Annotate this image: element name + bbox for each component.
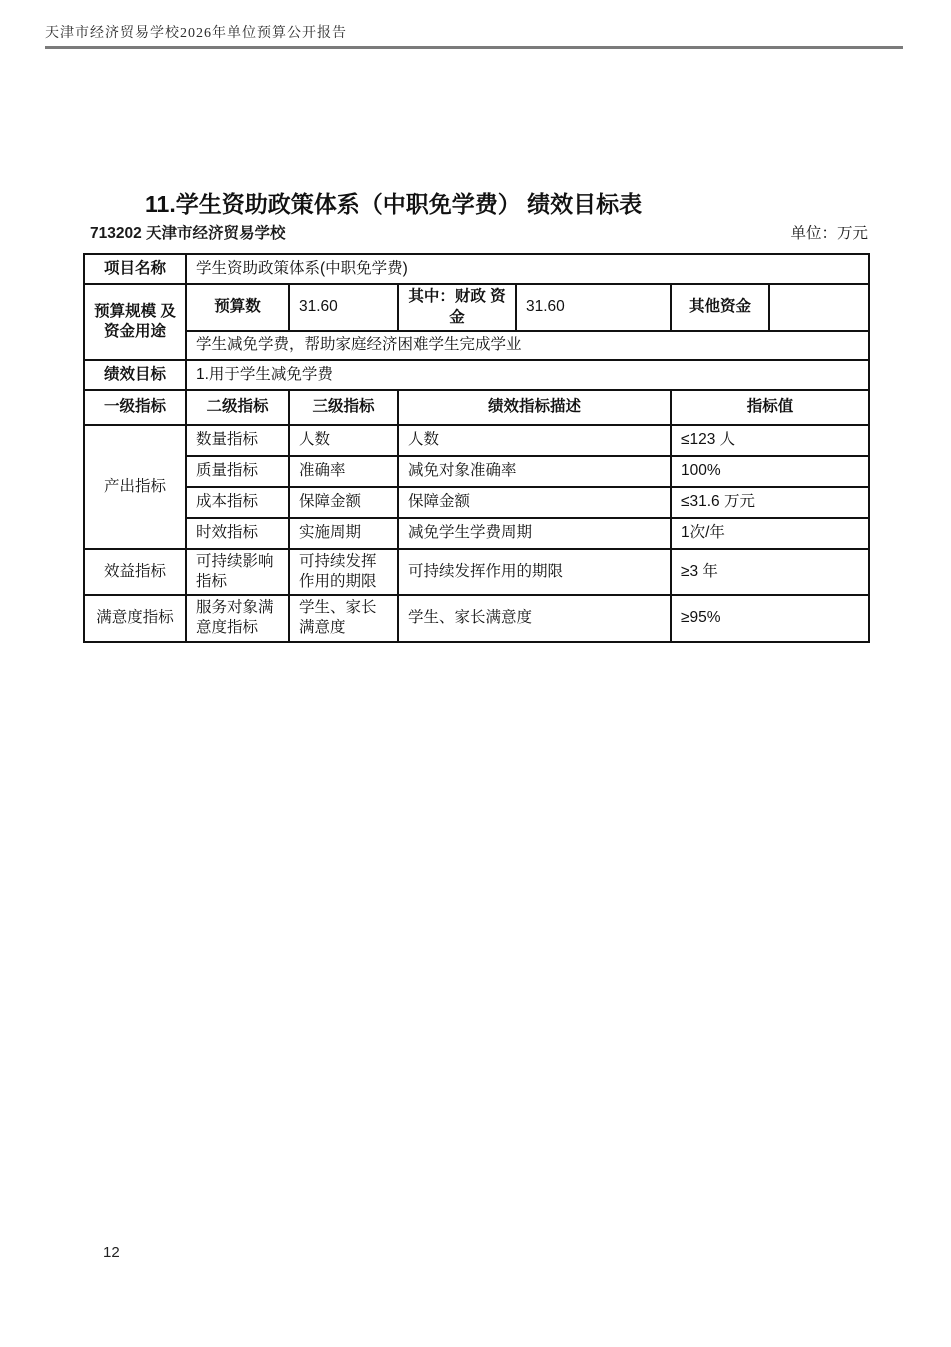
goal-value: 1.用于学生减免学费	[186, 360, 869, 390]
table-row	[84, 456, 869, 487]
budget-value: 31.60	[289, 284, 398, 331]
desc-cell: 学生、家长满意度	[398, 595, 671, 641]
table-row	[84, 284, 869, 331]
value-cell: 100%	[671, 456, 869, 487]
other-funds-label: 其他资金	[671, 284, 769, 331]
table-row	[84, 595, 869, 641]
budget-section-label: 预算规模 及资金用途	[84, 284, 186, 360]
table-caption-row	[83, 221, 868, 243]
report-header: 天津市经济贸易学校2026年单位预算公开报告	[45, 26, 347, 41]
level3-cell: 学生、家长满意度	[289, 595, 398, 641]
level2-cell: 质量指标	[186, 456, 289, 487]
level2-cell: 成本指标	[186, 487, 289, 518]
value-cell: ≥3 年	[671, 549, 869, 595]
value-cell: 1次/年	[671, 518, 869, 549]
page-title: 11.学生资助政策体系（中职免学费） 绩效目标表	[145, 191, 643, 217]
project-name-label: 项目名称	[84, 254, 186, 284]
level3-cell: 人数	[289, 425, 398, 456]
budget-label: 预算数	[186, 284, 289, 331]
goal-label: 绩效目标	[84, 360, 186, 390]
table-row	[84, 487, 869, 518]
level2-cell: 可持续影响指标	[186, 549, 289, 595]
project-name-value: 学生资助政策体系(中职免学费)	[186, 254, 869, 284]
level3-cell: 实施周期	[289, 518, 398, 549]
header-level3: 三级指标	[289, 390, 398, 425]
level1-output: 产出指标	[84, 425, 186, 549]
level2-cell: 时效指标	[186, 518, 289, 549]
desc-cell: 人数	[398, 425, 671, 456]
level3-cell: 保障金额	[289, 487, 398, 518]
header-value: 指标值	[671, 390, 869, 425]
value-cell: ≥95%	[671, 595, 869, 641]
header-level2: 二级指标	[186, 390, 289, 425]
table-row	[84, 331, 869, 360]
level3-cell: 可持续发挥作用的期限	[289, 549, 398, 595]
level2-cell: 数量指标	[186, 425, 289, 456]
table-row	[84, 518, 869, 549]
value-cell: ≤31.6 万元	[671, 487, 869, 518]
performance-target-table	[83, 253, 870, 643]
table-row	[84, 549, 869, 595]
fiscal-funds-value: 31.60	[516, 284, 671, 331]
org-code-name: 713202 天津市经济贸易学校	[90, 225, 286, 242]
level2-cell: 服务对象满意度指标	[186, 595, 289, 641]
level3-cell: 准确率	[289, 456, 398, 487]
table-row	[84, 360, 869, 390]
value-cell: ≤123 人	[671, 425, 869, 456]
table-row	[84, 254, 869, 284]
fiscal-funds-label: 其中：财政 资金	[398, 284, 516, 331]
header-divider	[45, 46, 903, 49]
other-funds-value	[769, 284, 869, 331]
page-number: 12	[103, 1244, 120, 1261]
level1-benefit: 效益指标	[84, 549, 186, 595]
header-level1: 一级指标	[84, 390, 186, 425]
table-header-row	[84, 390, 869, 425]
table-row	[84, 425, 869, 456]
desc-cell: 可持续发挥作用的期限	[398, 549, 671, 595]
usage-value: 学生减免学费，帮助家庭经济困难学生完成学业	[186, 331, 869, 360]
unit-label: 单位：万元	[790, 225, 868, 242]
desc-cell: 保障金额	[398, 487, 671, 518]
header-desc: 绩效指标描述	[398, 390, 671, 425]
desc-cell: 减免学生学费周期	[398, 518, 671, 549]
level1-satisfaction: 满意度指标	[84, 595, 186, 641]
desc-cell: 减免对象准确率	[398, 456, 671, 487]
